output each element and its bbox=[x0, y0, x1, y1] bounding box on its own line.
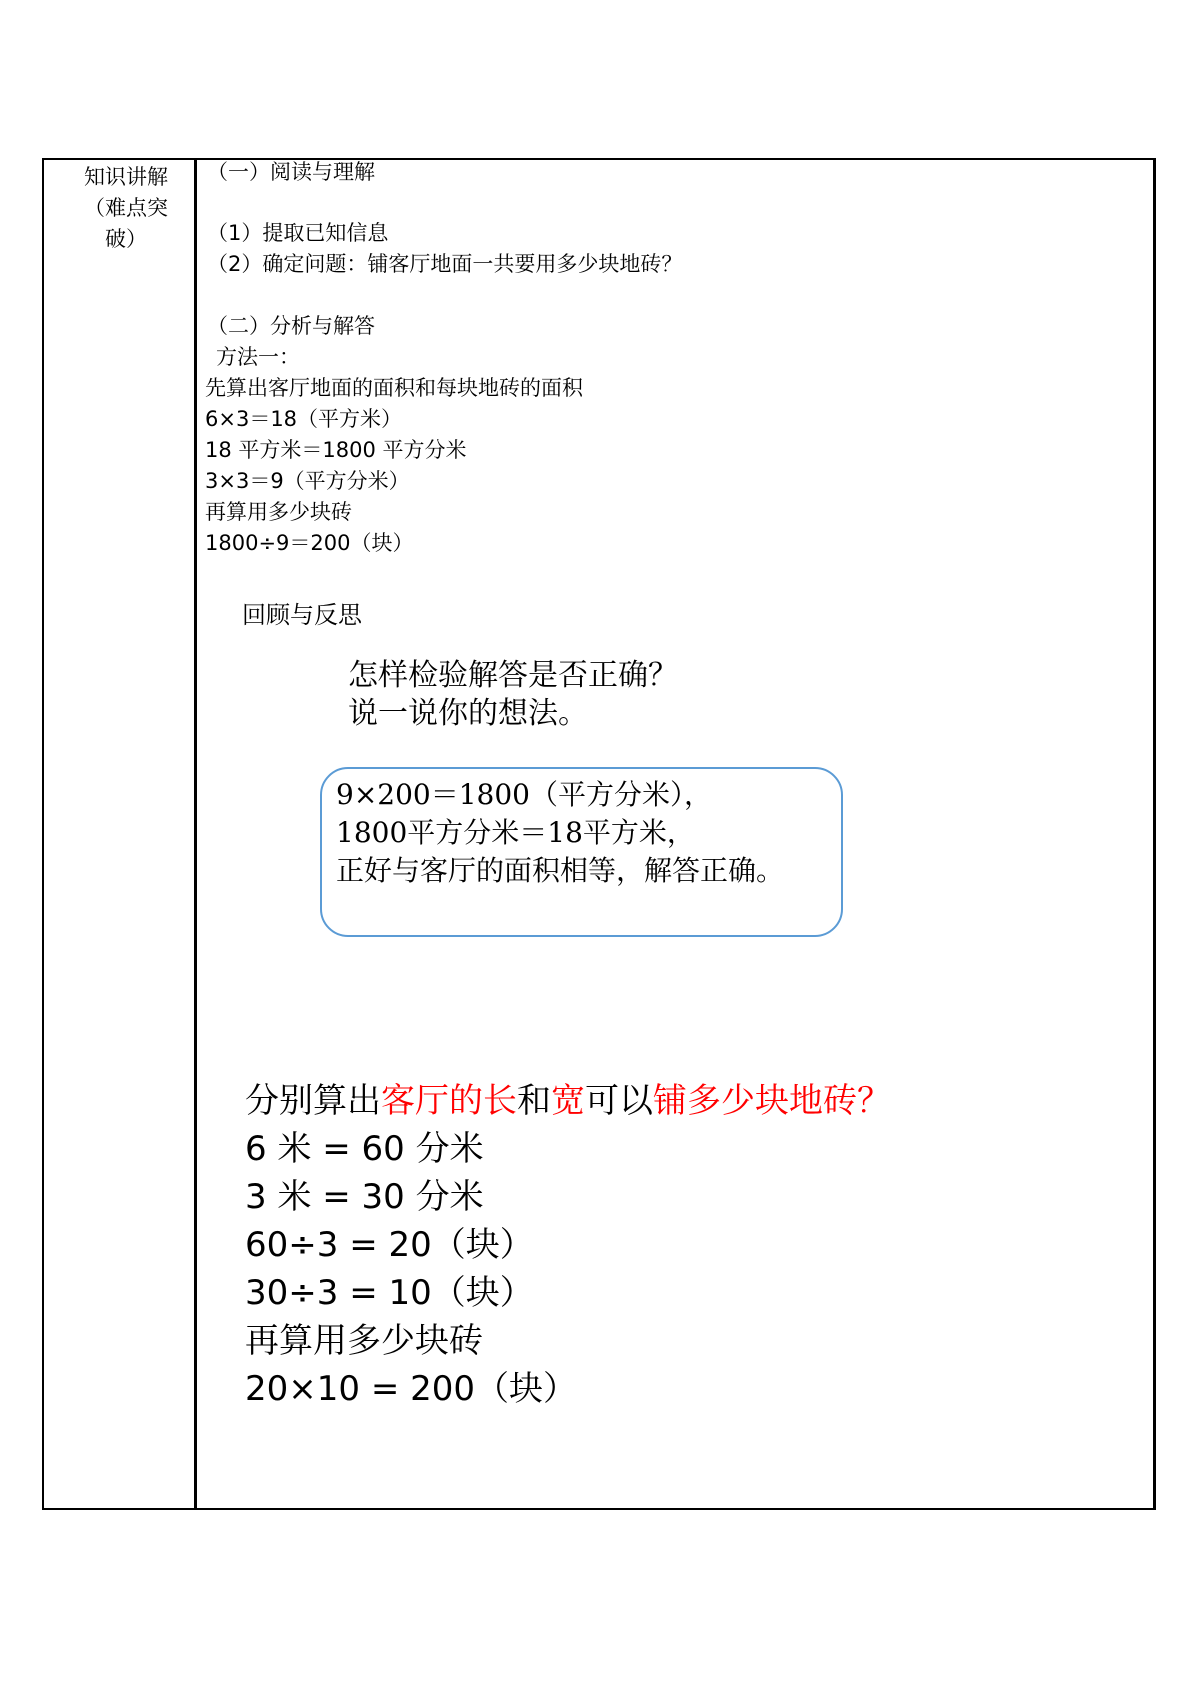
row-label-cell bbox=[66, 162, 186, 255]
bubble-line: 正好与客厅的面积相等，解答正确。 bbox=[336, 854, 785, 887]
question-part-highlight: 铺多少块地砖？ bbox=[653, 1081, 891, 1121]
row-label-line: 知识讲解 bbox=[84, 165, 168, 189]
calc-line: 6×3＝18（平方米） bbox=[205, 407, 403, 431]
question-part: 和 bbox=[517, 1081, 551, 1121]
method2-line: 20×10 = 200（块） bbox=[245, 1369, 578, 1409]
bubble-line: 9×200＝1800（平方分米）， bbox=[336, 778, 712, 811]
review-heading: 回顾与反思 bbox=[242, 601, 362, 629]
step-question: （2）确定问题：铺客厅地面一共要用多少块地砖？ bbox=[207, 252, 683, 276]
step-known-info: （1）提取已知信息 bbox=[207, 221, 389, 245]
method2-line: 60÷3 = 20（块） bbox=[245, 1225, 534, 1265]
answer-check-bubble bbox=[320, 767, 843, 937]
bubble-line: 1800平方分米＝18平方米， bbox=[336, 816, 695, 849]
section-heading-analysis: （二）分析与解答 bbox=[207, 314, 375, 338]
row-label-line: 破） bbox=[105, 227, 147, 251]
question-part-highlight: 宽 bbox=[551, 1081, 585, 1121]
review-question-line: 说一说你的想法。 bbox=[348, 696, 588, 731]
method2-line: 6 米 = 60 分米 bbox=[245, 1129, 484, 1169]
row-label-line: （难点突 bbox=[84, 196, 168, 220]
method2-line: 3 米 = 30 分米 bbox=[245, 1177, 484, 1217]
method2-line: 再算用多少块砖 bbox=[245, 1321, 483, 1361]
question-part-highlight: 客厅的长 bbox=[381, 1081, 517, 1121]
section-heading-reading: （一）阅读与理解 bbox=[207, 160, 375, 184]
calc-line: 18 平方米＝1800 平方分米 bbox=[205, 438, 467, 462]
calc-line: 3×3＝9（平方分米） bbox=[205, 469, 410, 493]
calc-line: 1800÷9＝200（块） bbox=[205, 531, 414, 555]
calc-line: 先算出客厅地面的面积和每块地砖的面积 bbox=[205, 376, 583, 400]
calc-line: 再算用多少块砖 bbox=[205, 500, 352, 524]
method2-question bbox=[245, 1077, 891, 1125]
method2-line: 30÷3 = 10（块） bbox=[245, 1273, 534, 1313]
question-part: 可以 bbox=[585, 1081, 653, 1121]
column-divider bbox=[194, 160, 197, 1508]
method-label: 方法一： bbox=[216, 345, 300, 369]
review-question-line: 怎样检验解答是否正确？ bbox=[348, 658, 678, 693]
question-part: 分别算出 bbox=[245, 1081, 381, 1121]
